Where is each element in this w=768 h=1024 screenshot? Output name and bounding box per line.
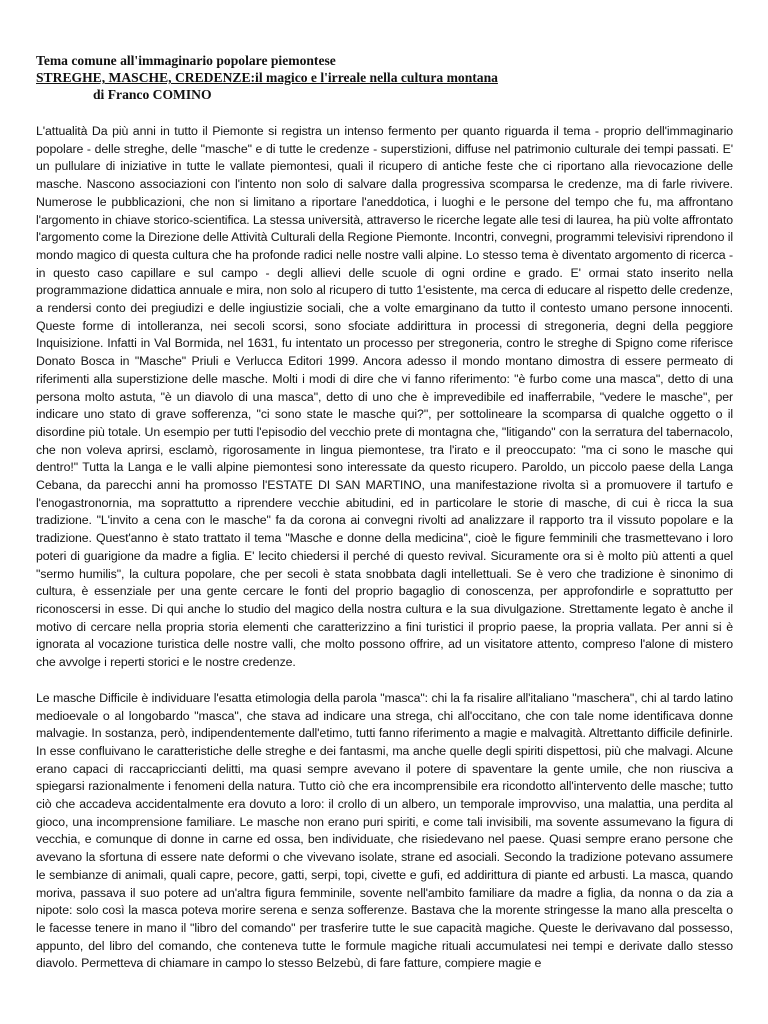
document-kicker: Tema comune all'immaginario popolare piemontese: [36, 53, 336, 68]
document-author: di Franco COMINO: [93, 87, 212, 102]
document-body: [36, 123, 733, 973]
document-header: [36, 52, 736, 103]
paragraph-masche: Le masche Difficile è individuare l'esatta etimologia della parola "masca": chi la fa risalire all'italiano "maschera", chi al tardo latino medioevale o al longobardo "masca", che stava ad indicare una strega, chi all'occitano, che con tale nome identificava donne malvagie. In sostanza, però, indipendentemente dall'etimo, tutti fanno riferimento a magie e malvagità. Altrettanto difficile definirle. In esse confluivano le caratteristiche delle streghe e dei fantasmi, ma anche quelle degli spiriti dispettosi, più che malvagi. Alcune erano capaci di raccapriccianti delitti, ma quasi sempre avevano il potere di spaventare la gente umile, che non riusciva a spiegarsi razionalmente i fenomeni della natura. Tutto ciò che era incomprensibile era ricondotto all'intervento delle masche; tutto ciò che accadeva accidentalmente era dovuto a loro: il crollo di un albero, un temporale improvviso, una malattia, una perdita al gioco, una incomprensione familiare. Le masche non erano puri spiriti, e come tali invisibili, ma sovente assumevano la figura di vecchia, e comunque di donne in carne ed ossa, ben individuate, che risiedevano nel paese. Quasi sempre erano persone che avevano la sfortuna di essere nate deformi o che vivevano isolate, strane ed asociali. Secondo la tradizione potevano assumere le sembianze di animali, quali capre, pecore, gatti, serpi, topi, civette e gufi, ed addirittura di piante ed arbusti. La masca, quando moriva, passava il suo potere ad un'altra figura femminile, sovente nell'ambito familiare da madre a figlia, da nonna o da zia a nipote: solo così la masca poteva morire serena e senza sofferenze. Bastava che la morente stringesse la mano alla prescelta o le facesse tenere in mano il "libro del comando" per trasferire tutte le sue capacità magiche. Queste le derivavano dal possesso, appunto, del libro del comando, che conteneva tutte le formule magiche rituali accumulatesi nei tempi e derivate dallo stesso diavolo. Permetteva di chiamare in campo lo stesso Belzebù, di fare fatture, compiere magie e: [36, 690, 733, 971]
document-title: STREGHE, MASCHE, CREDENZE:il magico e l'irreale nella cultura montana: [36, 70, 498, 85]
paragraph-attualita: L'attualità Da più anni in tutto il Piemonte si registra un intenso fermento per quanto riguarda il tema - proprio dell'immaginario popolare - delle streghe, delle "masche" e di tutte le credenze - superstizioni, diffuse nel patrimonio culturale dei tempi passati. E' un pullulare di iniziative in tutte le vallate piemontesi, quali il ricupero di antiche feste che ci riportano alla rievocazione delle masche. Nascono associazioni con l'intento non solo di salvare dalla progressiva scomparsa le credenze, ma di farle rivivere. Numerose le pubblicazioni, che non si limitano a riportare l'aneddotica, i luoghi e le persone del tempo che fu, ma affrontano l'argomento in chiave storico-scientifica. La stessa università, attraverso le ricerche legate alle tesi di laurea, ha più volte affrontato l'argomento come la Direzione delle Attività Culturali della Regione Piemonte. Incontri, convegni, programmi televisivi riprendono il mondo magico di questa cultura che ha profonde radici nelle nostre valli alpine. Lo stesso tema è diventato argomento di ricerca - in questo caso capillare e sul campo - degli allievi delle scuole di ogni ordine e grado. E' ormai stato inserito nella programmazione didattica annuale e mira, non solo al ricupero di tutto 1'esistente, ma cerca di educare al rispetto delle credenze, a rendersi conto dei pregiudizi e delle ingiustizie sociali, che a volte emarginano da tutto il contesto umano persone innocenti. Queste forme di intolleranza, nei secoli scorsi, sono sfociate addirittura in processi di stregoneria, degni della peggiore Inquisizione. Infatti in Val Bormida, nel 1631, fu intentato un processo per stregoneria, contro le streghe di Spigno come riferisce Donato Bosca in "Masche" Priuli e Verlucca Editori 1999. Ancora adesso il mondo montano dimostra di essere permeato di riferimenti alla superstizione delle masche. Molti i modi di dire che vi fanno riferimento: "è furbo come una masca", detto di una persona molto astuta, "è un diavolo di una masca", detto di uno che è imprevedibile ed inafferrabile, "vedere le masche", per indicare uno stato di grave sofferenza, "ci sono state le masche qui?", per sottolineare la scomparsa di qualche oggetto o il disordine più totale. Un esempio per tutti l'episodio del vecchio prete di montagna che, "litigando" con la serratura del tabernacolo, che non voleva aprirsi, esclamò, rigorosamente in lingua piemontese, tra l'irato e il preoccupato: "ma ci sono le masche qui dentro!" Tutta la Langa e le valli alpine piemontesi sono interessate da questo ricupero. Paroldo, un piccolo paese della Langa Cebana, da parecchi anni ha promosso l'ESTATE DI SAN MARTINO, una manifestazione rivolta sì a promuovere il tartufo e l'enogastronornia, ma soprattutto a riprendere vecchie abitudini, ed in particolare le storie di masche, di cui è ricca la sua tradizione. "L'invito a cena con le masche" fa da corona ai convegni rivolti ad analizzare il rapporto tra il vissuto popolare e la tradizione. Quest'anno è stato trattato il tema "Masche e donne della medicina", cioè le figure femminili che trasmettevano i loro poteri di guarigione da madre a figlia. E' lecito chiedersi il perché di questo revival. Sicuramente ora si è molto più attenti a quel "sermo humilis", la cultura popolare, che per secoli è stata snobbata dagli intellettuali. Se è vero che tradizione è sinonimo di cultura, è essenziale per una gente cercare le fonti del proprio bagaglio di conoscenza, per approfondirle e soprattutto per riconoscersi in esse. Di qui anche lo studio del magico della nostra cultura e la sua divulgazione. Strettamente legato è anche il motivo di cercare nella propria storia elementi che caratterizzino a fini turistici il proprio paese, la propria vallata. Per anni si è ignorata al vocazione turistica delle nostre valli, che molto possono offrire, ad un visitatore attento, compreso l'alone di mistero che avvolge i reperti storici e le nostre credenze.: [36, 124, 733, 670]
